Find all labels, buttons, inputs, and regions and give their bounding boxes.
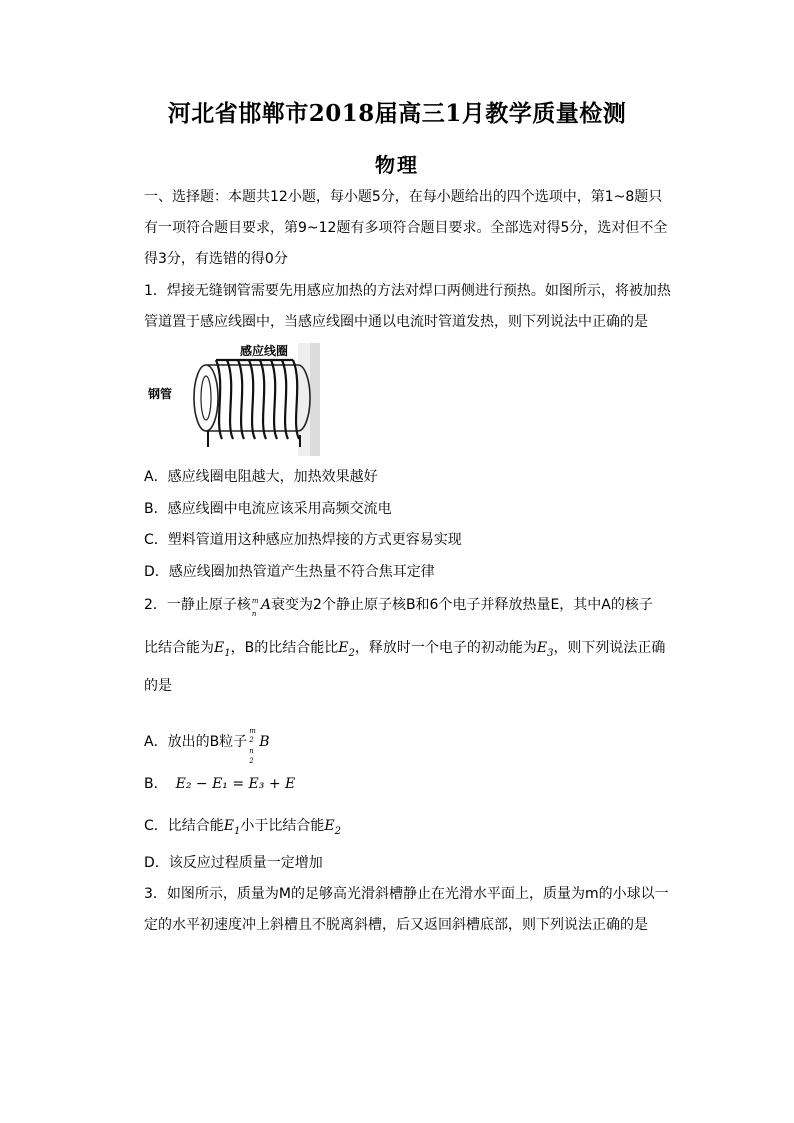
section-instructions-line-2: 有一项符合题目要求，第9~12题有多项符合题目要求。全部选对得5分，选对但不全	[144, 220, 668, 236]
q3-stem-line-1: 3．如图所示，质量为M的足够高光滑斜槽静止在光滑水平面上，质量为m的小球以一	[144, 886, 669, 902]
pipe-label: 钢管	[148, 387, 173, 401]
q1-option-d: D．感应线圈加热管道产生热量不符合焦耳定律	[144, 564, 435, 580]
q1-option-b: B．感应线圈中电流应该采用高频交流电	[144, 501, 392, 517]
nucleus-symbol-b: B	[259, 734, 270, 750]
nuclide-fraction-notation: m 2 n 2	[249, 727, 256, 765]
subject-title: 物理	[375, 153, 419, 177]
energy-equation: E₂ − E₁ = E₃ + E	[175, 776, 296, 792]
section-instructions-line-3: 得3分，有选错的得0分	[144, 251, 288, 267]
energy-e3: $E_3$	[536, 640, 554, 659]
nucleus-symbol-a: A	[260, 597, 272, 613]
q2-stem-line-2: 比结合能为$E_1$，B的比结合能比$E_2$，释放时一个电子的初动能为$E_3$，则下列说法正确	[144, 640, 666, 659]
q2-stem-prefix: 2．一静止原子核	[144, 597, 251, 613]
nuclide-notation: m n	[251, 597, 259, 618]
q3-stem-line-2: 定的水平初速度冲上斜槽且不脱离斜槽，后又返回斜槽底部，则下列说法正确的是	[144, 917, 648, 933]
q1-option-a: A．感应线圈电阻越大，加热效果越好	[144, 469, 378, 485]
q2-option-b: B． E₂ − E₁ = E₃ + E	[144, 776, 296, 792]
coil-label: 感应线圈	[240, 344, 289, 358]
q2-option-d: D．该反应过程质量一定增加	[144, 855, 323, 871]
energy-e2: $E_2$	[338, 640, 355, 659]
section-instructions-line-1: 一、选择题：本题共12小题，每小题5分，在每小题给出的四个选项中，第1~8题只	[144, 189, 663, 205]
q1-stem-line-2: 管道置于感应线圈中，当感应线圈中通以电流时管道发热，则下列说法中正确的是	[144, 314, 648, 330]
induction-coil-figure	[148, 343, 320, 456]
q1-stem-line-1: 1．焊接无缝钢管需要先用感应加热的方法对焊口两侧进行预热。如图所示，将被加热	[144, 283, 671, 299]
q2-stem-suffix: 衰变为2个静止原子核B和6个电子并释放热量E，其中A的核子	[271, 597, 653, 613]
q2-option-c: C．比结合能$E_1$小于比结合能$E_2$	[144, 818, 341, 837]
q2-stem-line-3: 的是	[144, 678, 172, 694]
q2-stem-line-1	[144, 596, 653, 618]
q1-option-c: C．塑料管道用这种感应加热焊接的方式更容易实现	[144, 532, 462, 548]
energy-e1: $E_1$	[214, 640, 231, 659]
document-title: 河北省邯郸市2018届高三1月教学质量检测	[167, 100, 627, 127]
q2-option-a: A．放出的B粒子 m 2 n 2 B	[144, 722, 269, 762]
